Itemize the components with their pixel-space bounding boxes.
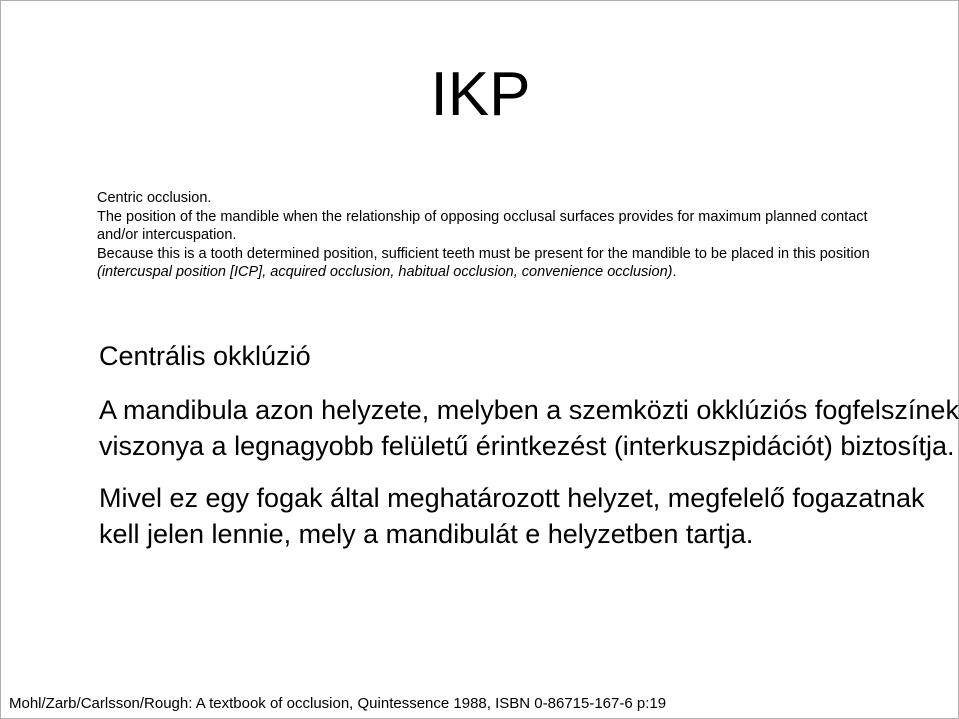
hungarian-heading: Centrális okklúzió [99,341,311,371]
hungarian-paragraph-1: A mandibula azon helyzete, melyben a szemközti okklúziós fogfelszínek viszonya a legnagyobb felületű érintkezést (interkuszpidációt) biztosítja. [99,394,959,461]
hungarian-definition [99,338,959,553]
reference-citation: Mohl/Zarb/Carlsson/Rough: A textbook of occlusion, Quintessence 1988, ISBN 0-86715-167-6 p:19 [9,695,667,712]
english-paragraph-2-text: Because this is a tooth determined position, sufficient teeth must be present for the mandible to be placed in this position [97,245,870,262]
english-paragraph-2-italic: (intercuspal position [ICP], acquired occlusion, habitual occlusion, convenience occlusion) [97,264,673,280]
english-paragraph-1: The position of the mandible when the relationship of opposing occlusal surfaces provides for maximum planned contact and/or intercuspation. [97,208,868,243]
english-paragraph-2-end: . [672,264,677,280]
hungarian-paragraph-2: Mivel ez egy fogak által meghatározott helyzet, megfelelő fogazatnak kell jelen lennie, mely a mandibulát e helyzetben tartja. [99,482,925,549]
english-definition [97,189,897,282]
english-term: Centric occlusion. [97,190,212,206]
slide-title: IKP [430,60,531,129]
english-paragraph-2 [97,245,897,282]
